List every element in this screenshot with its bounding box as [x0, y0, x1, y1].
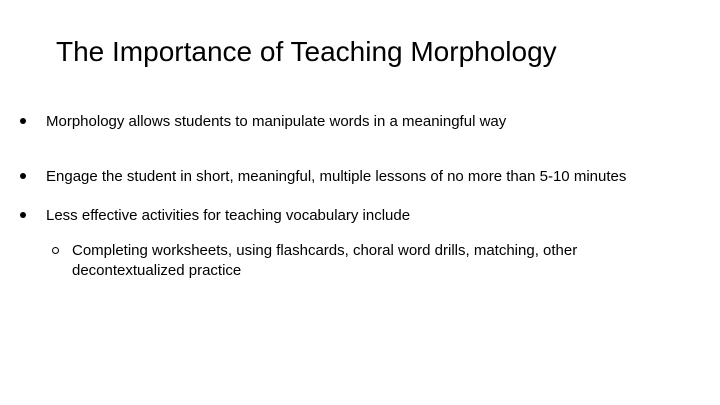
bullet-item — [20, 206, 660, 225]
bullet-text: Less effective activities for teaching vocabulary include — [46, 207, 411, 224]
sub-bullet-item — [52, 241, 652, 281]
bullet-item — [20, 112, 660, 131]
bullet-dot-icon — [20, 212, 26, 218]
slide-title: The Importance of Teaching Morphology — [56, 36, 557, 67]
bullet-dot-icon — [20, 118, 26, 124]
bullet-text: Engage the student in short, meaningful, multiple lessons of no more than 5-10 minutes — [46, 168, 627, 185]
sub-bullet-text: Completing worksheets, using flashcards, choral word drills, matching, other decontextualized practice — [72, 242, 578, 279]
bullet-item — [20, 167, 660, 186]
bullet-text: Morphology allows students to manipulate words in a meaningful way — [46, 113, 507, 130]
bullet-ring-icon — [52, 247, 59, 254]
bullet-dot-icon — [20, 173, 26, 179]
